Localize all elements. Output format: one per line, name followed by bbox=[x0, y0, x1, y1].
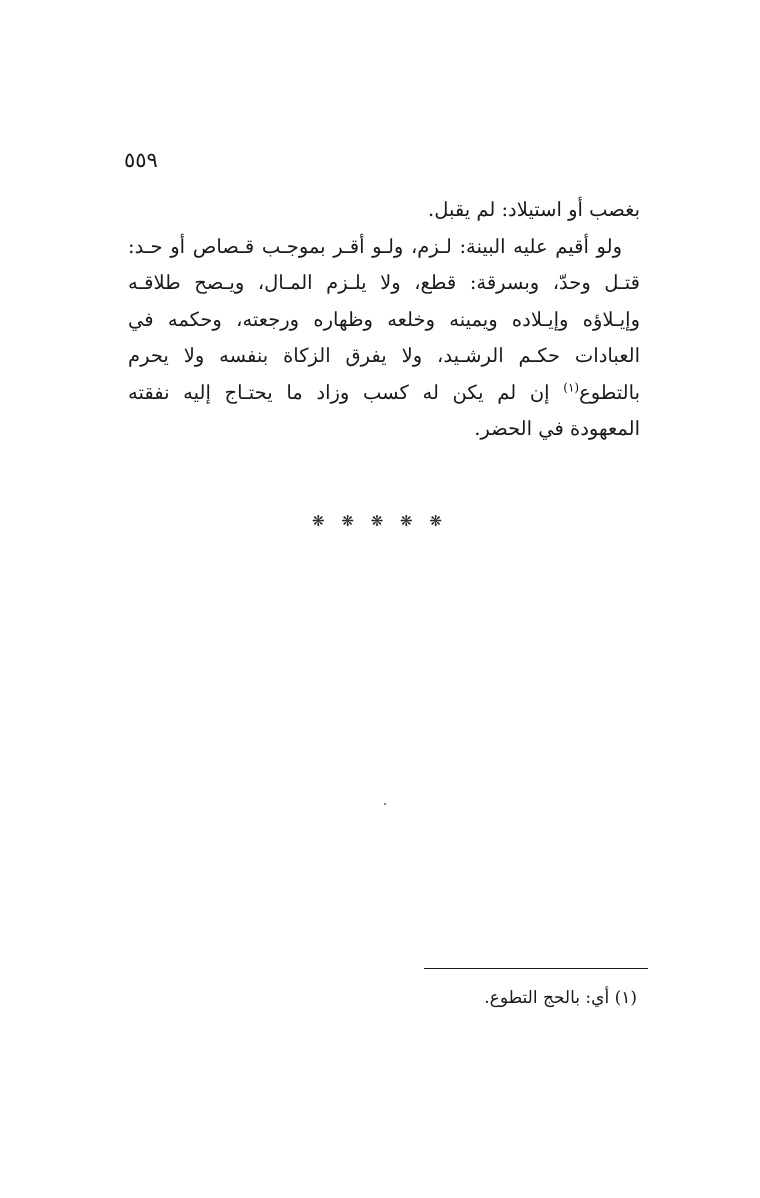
footnote-ref: (١) bbox=[563, 380, 580, 394]
page-number: ٥٥٩ bbox=[124, 148, 158, 172]
footnote-rule bbox=[424, 968, 648, 969]
paragraph-second-lead: ولو أقيم عليه البينة: لـزم، ولـو أقـر بموجـب قـصاص أو حـد: قتـل وحدّ، وبسرقة: قطع، ولا يلـزم المـال، ويـصح طلاقـه وإيـلاؤه وإيـلاده ويمينه وخلعه وظهاره ورجعته، وحكمه في العبادات حكـم الرشـيد، ولا يفرق الزكاة بنفسه ولا يحرم بالتطوع bbox=[128, 234, 640, 404]
footnote: (١) أي: بالحج التطوع. bbox=[484, 988, 637, 1008]
body-text bbox=[128, 192, 640, 448]
paragraph-second bbox=[128, 229, 640, 448]
scan-speck bbox=[384, 803, 386, 805]
section-separator: ❋ ❋ ❋ ❋ ❋ bbox=[312, 512, 448, 530]
paragraph-second-tail: إن لم يكن له كسب وزاد ما يحتـاج إليه نفقته المعهودة في الحضر. bbox=[128, 380, 640, 440]
paragraph-first: بغصب أو استيلاد: لم يقبل. bbox=[428, 198, 640, 221]
